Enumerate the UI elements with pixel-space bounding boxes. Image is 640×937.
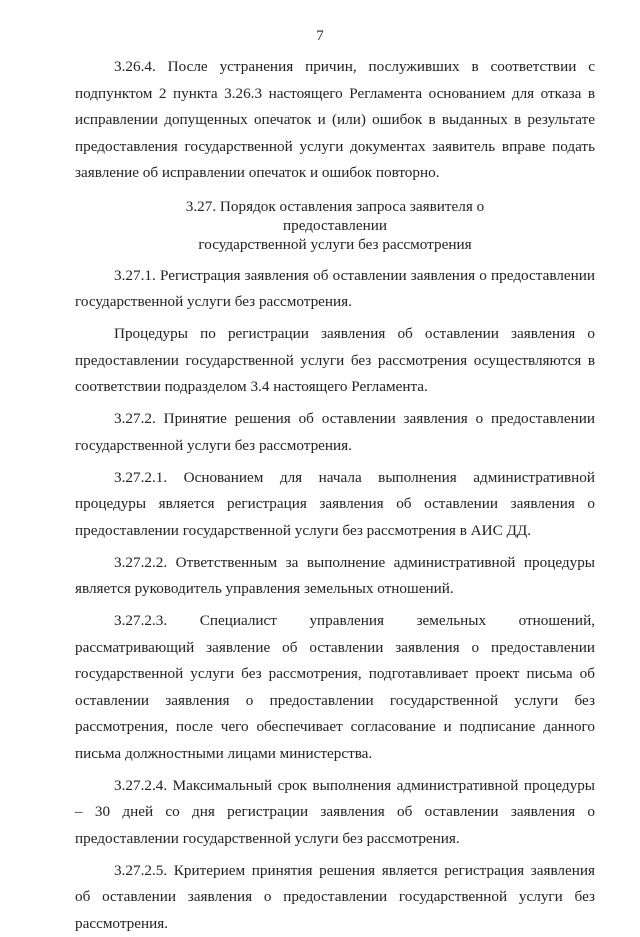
page-number: 7 <box>0 26 640 46</box>
paragraph-3-27-2: 3.27.2. Принятие решения об оставлении заявления о предоставлении государственной услуги без рассмотрения. <box>75 406 595 459</box>
paragraph-3-27-2-3: 3.27.2.3. Специалист управления земельных отношений, рассматривающий заявление об оставлении заявления о предоставлении государственной услуги без рассмотрения, подготавливает проект письма об оставлении заявления о предоставлении государственной услуги без рассмотрения, после чего обеспечивает согласование и подписание данного письма должностными лицами министерства. <box>75 608 595 767</box>
paragraph-3-27-2-5: 3.27.2.5. Критерием принятия решения является регистрация заявления об оставлении заявления о предоставлении государственной услуги без рассмотрения. <box>75 858 595 937</box>
paragraph-3-27-2-2: 3.27.2.2. Ответственным за выполнение административной процедуры является руководитель управления земельных отношений. <box>75 550 595 603</box>
paragraph-procedures: Процедуры по регистрации заявления об оставлении заявления о предоставлении государственной услуги без рассмотрения осуществляются в соответствии подразделом 3.4 настоящего Регламента. <box>75 321 595 401</box>
paragraph-3-27-1: 3.27.1. Регистрация заявления об оставлении заявления о предоставлении государственной услуги без рассмотрения. <box>75 263 595 316</box>
section-heading-line-2: государственной услуги без рассмотрения <box>135 235 535 254</box>
section-heading-3-27 <box>75 197 595 254</box>
section-heading-line-1: 3.27. Порядок оставления запроса заявителя о предоставлении <box>135 197 535 235</box>
paragraph-3-27-2-1: 3.27.2.1. Основанием для начала выполнения административной процедуры является регистрация заявления об оставлении заявления о предоставлении государственной услуги без рассмотрения в АИС ДД. <box>75 465 595 545</box>
document-body <box>75 54 595 937</box>
paragraph-3-27-2-4: 3.27.2.4. Максимальный срок выполнения административной процедуры – 30 дней со дня регистрации заявления об оставлении заявления о предоставлении государственной услуги без рассмотрения. <box>75 773 595 853</box>
paragraph-3-26-4: 3.26.4. После устранения причин, послуживших в соответствии с подпунктом 2 пункта 3.26.3 настоящего Регламента основанием для отказа в исправлении допущенных опечаток и (или) ошибок в выданных в результате предоставления государственной услуги документах заявитель вправе подать заявление об исправлении опечаток и ошибок повторно. <box>75 54 595 187</box>
